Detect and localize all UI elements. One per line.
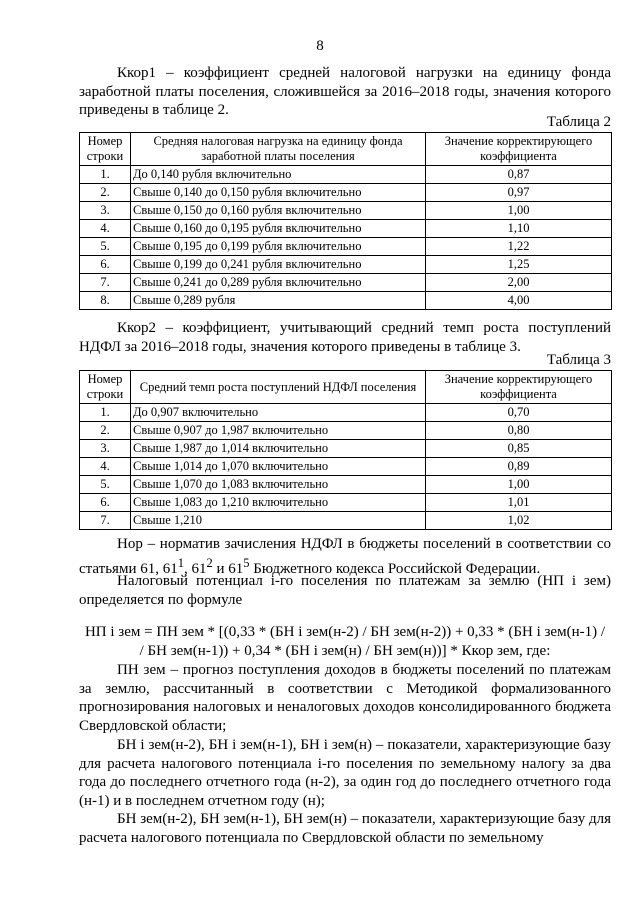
table-row	[80, 256, 612, 274]
row-range: До 0,140 рубля включительно	[131, 166, 426, 184]
table3-header-number: Номер строки	[80, 371, 131, 404]
table-3	[79, 370, 612, 530]
formula-line-1: НП i зем = ПН зем * [(0,33 * (БН i зем(н-2) / БН зем(н-2)) + 0,33 * (БН i зем(н-1) /	[84, 624, 606, 640]
row-number: 7.	[80, 274, 131, 292]
row-range: Свыше 0,160 до 0,195 рубля включительно	[131, 220, 426, 238]
nor-sup-3: 5	[243, 555, 250, 570]
row-value: 1,02	[426, 512, 612, 530]
paragraph-bn-zem: БН зем(н-2), БН зем(н-1), БН зем(н) – показатели, характеризующие базу для расчета налогового потенциала по Свердловской области по земельному	[79, 811, 611, 846]
row-range: Свыше 0,140 до 0,150 рубля включительно	[131, 184, 426, 202]
nor-sup-1: 1	[177, 555, 184, 570]
row-range: До 0,907 включительно	[131, 404, 426, 422]
row-range: Свыше 1,014 до 1,070 включительно	[131, 458, 426, 476]
paragraph-kkor2: Ккор2 – коэффициент, учитывающий средний темп роста поступлений НДФЛ за 2016–2018 годы, значения которого приведены в таблице 3.	[79, 320, 611, 355]
table2-header-load: Средняя налоговая нагрузка на единицу фонда заработной платы поселения	[131, 133, 426, 166]
row-range: Свыше 1,210	[131, 512, 426, 530]
row-range: Свыше 0,289 рубля	[131, 292, 426, 310]
row-value: 0,70	[426, 404, 612, 422]
paragraph-pn-zem: ПН зем – прогноз поступления доходов в бюджеты поселений по платежам за землю, рассчитанный в соответствии с Методикой формализованного прогнозирования налоговых и неналоговых доходов консолидированного бюджета Свердловской области;	[79, 662, 611, 734]
table3-header-coef: Значение корректирующего коэффициента	[426, 371, 612, 404]
row-number: 4.	[80, 220, 131, 238]
row-value: 0,80	[426, 422, 612, 440]
row-value: 1,00	[426, 476, 612, 494]
row-number: 5.	[80, 476, 131, 494]
row-value: 4,00	[426, 292, 612, 310]
row-value: 0,89	[426, 458, 612, 476]
table-row	[80, 220, 612, 238]
paragraph-potential: Налоговый потенциал i-го поселения по платежам за землю (НП i зем) определяется по формуле	[79, 573, 611, 608]
table-2	[79, 132, 612, 310]
paragraph-kkor1: Ккор1 – коэффициент средней налоговой нагрузки на единицу фонда заработной платы поселения, сложившейся за 2016–2018 годы, значения которого приведены в таблице 2.	[79, 65, 611, 118]
row-value: 1,01	[426, 494, 612, 512]
row-number: 8.	[80, 292, 131, 310]
table-row	[80, 166, 612, 184]
row-range: Свыше 0,241 до 0,289 рубля включительно	[131, 274, 426, 292]
table2-header-coef: Значение корректирующего коэффициента	[426, 133, 612, 166]
table-row	[80, 494, 612, 512]
table-row	[80, 184, 612, 202]
row-range: Свыше 1,070 до 1,083 включительно	[131, 476, 426, 494]
row-number: 3.	[80, 440, 131, 458]
table2-header-row	[80, 133, 612, 166]
row-number: 6.	[80, 494, 131, 512]
table3-caption: Таблица 3	[546, 352, 611, 368]
page-number: 8	[316, 38, 324, 54]
table-row	[80, 458, 612, 476]
nor-sup-2: 2	[206, 555, 213, 570]
row-value: 0,87	[426, 166, 612, 184]
row-range: Свыше 1,083 до 1,210 включительно	[131, 494, 426, 512]
row-number: 5.	[80, 238, 131, 256]
nor-text-c: и 61	[212, 560, 244, 577]
row-number: 2.	[80, 422, 131, 440]
paragraph-bn-i-zem: БН i зем(н-2), БН i зем(н-1), БН i зем(н) – показатели, характеризующие базу для расчета налогового потенциала i-го поселения по земельному налогу за два года до последнего отчетного года (н-2), за один год до последнего отчетного года (н-1) и в последнем отчетном году (н);	[79, 737, 611, 809]
formula	[79, 623, 611, 661]
table2-caption: Таблица 2	[546, 114, 611, 130]
table-row	[80, 476, 612, 494]
nor-text-b: , 61	[183, 560, 207, 577]
row-number: 6.	[80, 256, 131, 274]
row-number: 1.	[80, 166, 131, 184]
row-range: Свыше 0,150 до 0,160 рубля включительно	[131, 202, 426, 220]
table-row	[80, 422, 612, 440]
row-value: 2,00	[426, 274, 612, 292]
row-range: Свыше 0,199 до 0,241 рубля включительно	[131, 256, 426, 274]
nor-text-a: Нор – норматив зачисления НДФЛ в бюджеты поселений в соответствии со статьями 61, 61	[79, 536, 611, 577]
table-row	[80, 512, 612, 530]
row-value: 1,25	[426, 256, 612, 274]
row-number: 2.	[80, 184, 131, 202]
row-number: 7.	[80, 512, 131, 530]
row-number: 3.	[80, 202, 131, 220]
row-value: 1,22	[426, 238, 612, 256]
table3-header-row	[80, 371, 612, 404]
table-row	[80, 202, 612, 220]
table-row	[80, 274, 612, 292]
table-row	[80, 238, 612, 256]
row-value: 0,97	[426, 184, 612, 202]
row-range: Свыше 0,195 до 0,199 рубля включительно	[131, 238, 426, 256]
row-value: 0,85	[426, 440, 612, 458]
row-number: 1.	[80, 404, 131, 422]
table-row	[80, 404, 612, 422]
table3-header-growth: Средний темп роста поступлений НДФЛ поселения	[131, 371, 426, 404]
row-number: 4.	[80, 458, 131, 476]
row-value: 1,00	[426, 202, 612, 220]
formula-line-2: / БН зем(н-1)) + 0,34 * (БН i зем(н) / БН зем(н))] * Ккор зем, где:	[139, 643, 551, 659]
table-row	[80, 292, 612, 310]
nor-text-d: Бюджетного кодекса Российской Федерации.	[249, 560, 541, 577]
table2-header-number: Номер строки	[80, 133, 131, 166]
row-range: Свыше 0,907 до 1,987 включительно	[131, 422, 426, 440]
table-row	[80, 440, 612, 458]
row-range: Свыше 1,987 до 1,014 включительно	[131, 440, 426, 458]
row-value: 1,10	[426, 220, 612, 238]
